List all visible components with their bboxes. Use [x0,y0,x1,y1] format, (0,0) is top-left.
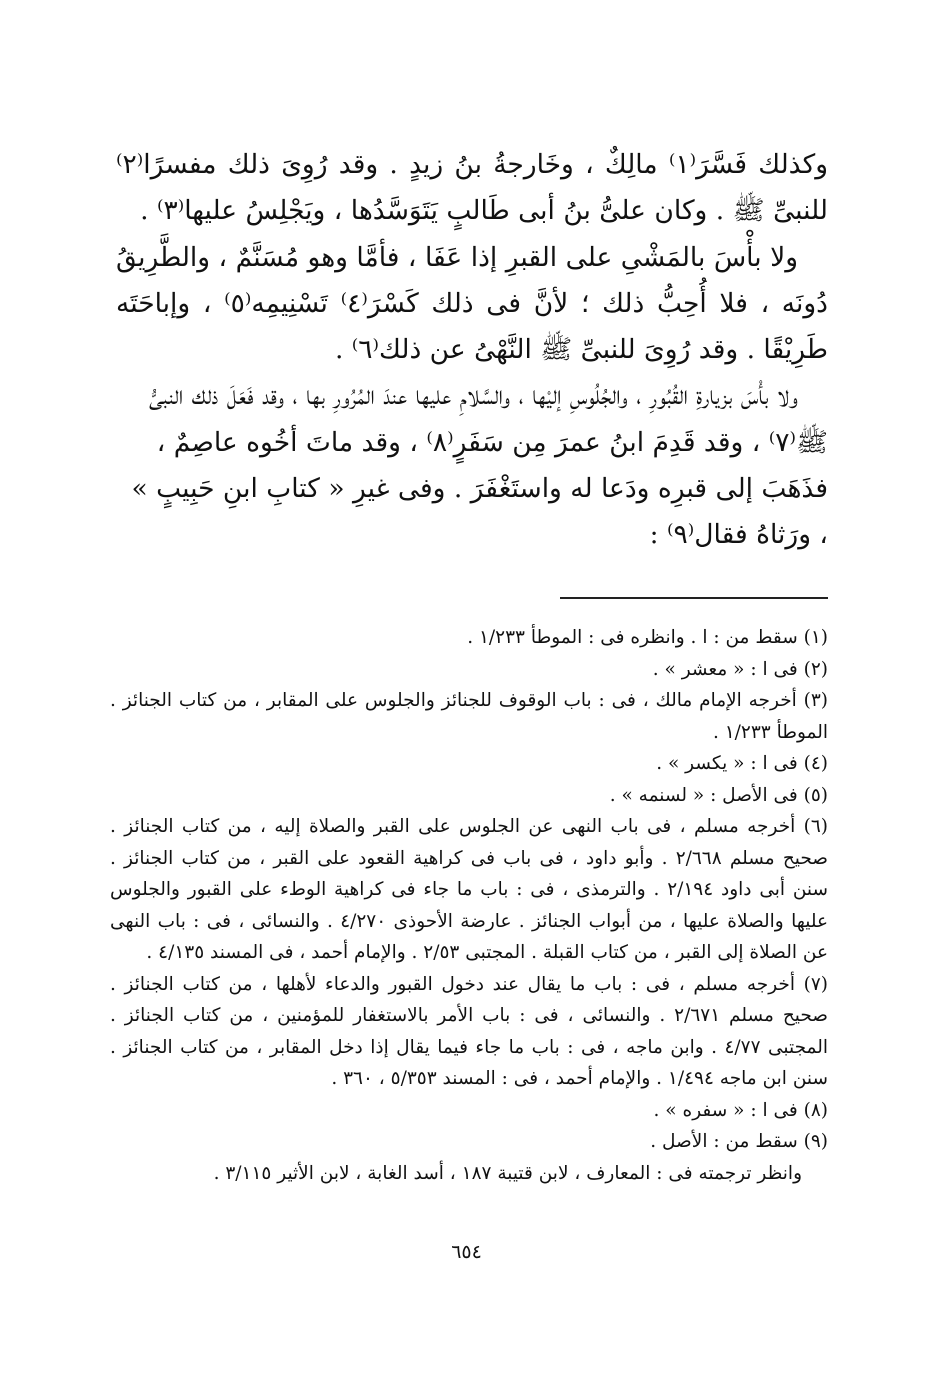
footnote-3: (٣) أخرجه الإمام مالك ، فى : باب الوقوف للجنائز والجلوس على المقابر ، من كتاب الجنائز . الموطأ ١/٢٣٣ . [110,690,828,743]
footnote-2: (٢) فى ا : « معشر » . [652,658,828,680]
paragraph-1: وكذلك فَسَّرَ⁽١⁾ مالِكٌ ، وخَارجةُ بنُ زيدٍ . وقد رُوِىَ ذلك مفسرًا⁽٢⁾ للنبىِّ ﷺ . وكان علىُّ بنُ أبى طَالبٍ يَتَوَسَّدُها ، ويَجْلِسُ عليها⁽٣⁾ . [116,149,828,227]
footnote-9: (٩) سقط من : الأصل . [650,1131,828,1152]
footnote-4: (٤) فى ا : « يكسر » . [656,753,828,774]
footnote-7: (٧) أخرجه مسلم ، فى : باب ما يقال عند دخول القبور والدعاء لأهلها ، من كتاب الجنائز . صحيح مسلم ٢/٦٧١ . والنسائى ، فى : باب الأمر بالاستغفار للمؤمنين ، من كتاب الجنائز . المجتبى ٤/٧٧ . وابن ماجه ، فى : باب ما جاء فيما يقال إذا دخل المقابر ، من كتاب الجنائز . سنن ابن ماجه ١/٤٩٤ . والإمام أحمد ، فى : المسند ٥/٣٥٣ ، ٣٦٠ . [110,973,828,1089]
footnote-8: (٨) فى ا : « سفره » . [653,1099,828,1121]
paragraph-3: ولا بأْسَ بزيارةِ القُبُورِ ، والجُلُوسِ إليْها ، والسَّلامِ عليها عندَ المُرُورِ بها ، وقد فَعَلَ ذلك النبىُّ ﷺ⁽٧⁾ ، وقد قَدِمَ ابنُ عمرَ مِن سَفَرٍ⁽٨⁾ ، وقد ماتَ أخُوه عاصِمٌ ، فذَهَبَ إلى قبرِه ودَعا له واستَغْفَرَ . وفى غيرِ « كتابِ ابنِ حَبِيبٍ » ، ورَثاهُ فقال⁽٩⁾ : [131,380,828,551]
footnote-5: (٥) فى الأصل : « لسنمه » . [609,784,828,806]
main-text [116,142,828,559]
footnote-1: (١) سقط من : ا . وانظره فى : الموطأ ١/٢٣٣ . [467,627,828,648]
footnotes [110,622,828,1189]
page-number: ٦٥٤ [451,1241,482,1263]
footnote-6: (٦) أخرجه مسلم ، فى باب النهى عن الجلوس على القبر والصلاة إليه ، من كتاب الجنائز . صحيح مسلم ٢/٦٦٨ . وأبو داود ، فى باب فى كراهية القعود على القبر ، من كتاب الجنائز . سنن أبى داود ٢/١٩٤ . والترمذى ، فى : باب ما جاء فى كراهية الوطء على القبور والجلوس عليها والصلاة عليها ، من أبواب الجنائز . عارضة الأحوذى ٤/٢٧٠ . والنسائى ، فى : باب النهى عن الصلاة إلى القبر ، من كتاب القبلة . المجتبى ٢/٥٣ . والإمام أحمد ، فى المسند ٤/١٣٥ . [110,816,828,963]
paragraph-2: ولا بأْسَ بالمَشْىِ على القبرِ إذا عَفَا ، فأمَّا وهو مُسَنَّمٌ ، والطَّرِيقُ دُونَه ، فلا أُحِبُّ ذلك ؛ لأنَّ فى ذلك كَسْرَ⁽٤⁾ تَسْنِيمِه⁽٥⁾ ، وإباحَتَه طَرِيْقًا . وقد رُوِىَ للنبىِّ ﷺ النَّهْىُ عن ذلك⁽٦⁾ . [116,241,828,366]
footnote-9-continuation: وانظر ترجمته فى : المعارف ، لابن قتيبة ١٨٧ ، أسد الغابة ، لابن الأثير ٣/١١٥ . [213,1162,802,1184]
footnote-separator [560,597,828,599]
